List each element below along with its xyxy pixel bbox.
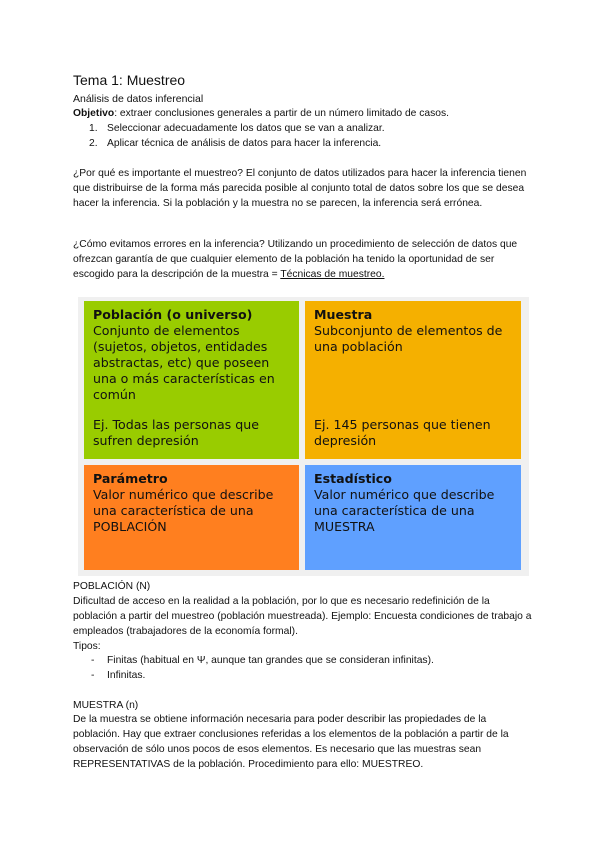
muestra-cell bbox=[305, 301, 521, 459]
objective-steps-list bbox=[73, 121, 385, 151]
importance-paragraph: ¿Por qué es importante el muestreo? El conjunto de datos utilizados para hacer la inferencia tienen que distribuirse de la forma más parecida posible al conjunto total de datos sobre los que se desea hacer la inferencia. Si la población y la muestra no se parecen, la inferencia será errónea. bbox=[73, 168, 527, 209]
objective-label: Objetivo bbox=[73, 108, 115, 119]
estadistico-definition: Valor numérico que describe una característica de una MUESTRA bbox=[314, 487, 495, 534]
tipos-label: Tipos: bbox=[73, 641, 101, 652]
list-item bbox=[73, 136, 385, 151]
list-item-text: Finitas (habitual en Ψ, aunque tan grandes que se consideran infinitas). bbox=[107, 655, 434, 666]
estadistico-heading: Estadístico bbox=[314, 471, 392, 486]
parametro-heading: Parámetro bbox=[93, 471, 168, 486]
poblacion-example: Ej. Todas las personas que sufren depresión bbox=[93, 417, 259, 448]
poblacion-section-text: Dificultad de acceso en la realidad a la población, por lo que es necesario redefinición de la población a partir del muestreo (población muestreada). Ejemplo: Encuesta condiciones de trabajo a empleados (trabajadores de la economía formal). bbox=[73, 596, 532, 637]
muestra-heading: Muestra bbox=[314, 307, 373, 322]
list-item-text: Aplicar técnica de análisis de datos para hacer la inferencia. bbox=[107, 138, 382, 149]
errors-text: ¿Cómo evitamos errores en la inferencia? Utilizando un procedimiento de selección de datos que ofrezcan garantía de que cualquier elemento de la población ha tenido la oportunidad de ser escogido para la descripción de la muestra = bbox=[73, 239, 518, 280]
poblacion-definition: Conjunto de elementos (sujetos, objetos, entidades abstractas, etc) que poseen una o más características en común bbox=[93, 323, 275, 402]
page-subtitle: Análisis de datos inferencial bbox=[73, 93, 204, 105]
list-number: 2. bbox=[89, 138, 98, 149]
list-item bbox=[73, 653, 434, 668]
concepts-grid bbox=[78, 297, 529, 576]
list-dash: - bbox=[91, 655, 95, 666]
list-item bbox=[73, 668, 434, 683]
list-dash: - bbox=[91, 670, 95, 681]
objective-text: : extraer conclusiones generales a partir de un número limitado de casos. bbox=[114, 108, 450, 119]
list-number: 1. bbox=[89, 123, 98, 134]
parametro-definition: Valor numérico que describe una característica de una POBLACIÓN bbox=[93, 487, 274, 534]
page-title: Tema 1: Muestreo bbox=[73, 72, 186, 88]
errors-paragraph bbox=[73, 237, 529, 282]
muestra-definition: Subconjunto de elementos de una población bbox=[314, 323, 503, 354]
poblacion-heading: Población (o universo) bbox=[93, 307, 253, 322]
list-item-text: Infinitas. bbox=[107, 670, 146, 681]
estadistico-cell bbox=[305, 465, 521, 570]
parametro-cell bbox=[84, 465, 299, 570]
objective-line bbox=[73, 106, 529, 121]
poblacion-section-heading: POBLACIÓN (N) bbox=[73, 581, 151, 592]
muestra-section-text: De la muestra se obtiene información necesaria para poder describir las propiedades de la población. Hay que extraer conclusiones referidas a los elementos de la población a partir de la observación de sólo unos pocos de esos elementos. Es necesario que las muestras sean REPRESENTATIVAS de la población. Procedimiento para ello: MUESTREO. bbox=[73, 714, 509, 770]
list-item bbox=[73, 121, 385, 136]
tipos-list bbox=[73, 653, 434, 683]
muestra-section-heading: MUESTRA (n) bbox=[73, 700, 139, 711]
sampling-techniques-link[interactable]: Técnicas de muestreo. bbox=[280, 269, 385, 280]
list-item-text: Seleccionar adecuadamente los datos que se van a analizar. bbox=[107, 123, 385, 134]
poblacion-cell bbox=[84, 301, 299, 459]
muestra-example: Ej. 145 personas que tienen depresión bbox=[314, 417, 491, 448]
